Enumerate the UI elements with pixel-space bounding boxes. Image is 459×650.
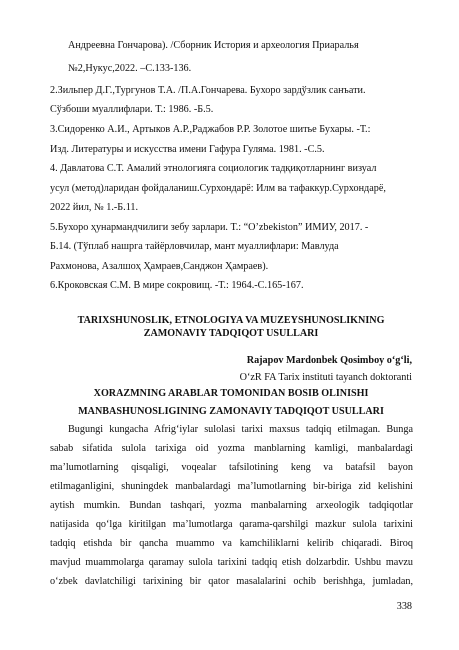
- reference-5: 5.Бухоро ҳунармандчилиги зебу зарлари. Т.: “O’zbekiston” ИМИУ, 2017. -: [50, 222, 369, 233]
- body-line: mavjud muammolarga qaramay sulola tarixini tadqiq etish dolzarbdir. Ushbu mavzu: [50, 557, 413, 568]
- article-title: MANBASHUNOSLIGINING ZAMONAVIY TADQIQOT USULLARI: [78, 406, 384, 417]
- body-line: sabab sifatida sulola tarixiga oid yozma manblarning kamligi, manbalardagi: [50, 443, 413, 454]
- reference-5: Б.14. (Тўплаб нашрга тайёрловчилар, мант муаллифлари: Мавлуда: [50, 241, 339, 252]
- body-line: Bugungi kungacha Afrigʻiylar sulolasi tarixi maxsus tadqiq etilmagan. Bunga: [68, 424, 413, 435]
- reference-1-continuation: №2,Нукус,2022. –С.133-136.: [68, 63, 192, 74]
- section-title: ZAMONAVIY TADQIQOT USULLARI: [143, 328, 319, 339]
- reference-3: Изд. Литературы и искусства имени Гафура Гуляма. 1981. -С.5.: [50, 144, 325, 155]
- reference-4: 2022 йил, № 1.-Б.11.: [50, 202, 139, 213]
- section-title: TARIXSHUNOSLIK, ETNOLOGIYA VA MUZEYSHUNOSLIKNING: [77, 315, 385, 326]
- reference-4: 4. Давлатова С.Т. Амалий этнологияга социологик тадқиқотларнинг визуал: [50, 163, 377, 174]
- page-number: 338: [396, 601, 412, 612]
- reference-5: Рахмонова, Азалшоҳ Ҳамраев,Санджон Ҳамраев).: [50, 261, 269, 272]
- body-line: aytish mumkin. Bundan tashqari, yozma manbalarning arxeologik tadqiqotlar: [50, 500, 413, 511]
- author-affiliation: OʻzR FA Tarix instituti tayanch doktoranti: [239, 372, 412, 383]
- article-title: XORAZMNING ARABLAR TOMONIDAN BOSIB OLINISHI: [93, 388, 369, 399]
- reference-1-continuation: Андреевна Гончарова). /Сборник История и археология Приаралья: [68, 40, 359, 51]
- reference-2: Сўзбоши муаллифлари. Т.: 1986. -Б.5.: [50, 104, 214, 115]
- author-name: Rajapov Mardonbek Qosimboy oʻgʻli,: [246, 355, 412, 366]
- body-line: oʻzbek davlatchiligi tarixining bir qator masalalarini ochib berishhga, jumladan,: [50, 576, 413, 587]
- reference-6: 6.Кроковская С.М. В мире сокровищ. -Т.: 1964.-С.165-167.: [50, 280, 304, 291]
- body-line: etilmaganligini, shuningdek manbalardagi ma’lumotlarning bir-biriga zid kelishini: [50, 481, 413, 492]
- body-line: ma’lumotlarning qisqaligi, voqealar tafsilotining keng va batafsil bayon: [50, 462, 413, 473]
- reference-3: 3.Сидоренко А.И., Артыков А.Р.,Раджабов Р.Р. Золотое шитье Бухары. -Т.:: [50, 124, 371, 135]
- body-line: natijasida qoʻlga kiritilgan ma’lumotlarga qarama-qarshilgi mazkur sulola tarixini: [50, 519, 413, 530]
- reference-4: усул (метод)ларидан фойдаланиш.Сурхондарё: Илм ва тафаккур.Сурхондарё,: [50, 183, 386, 194]
- reference-2: 2.Зильпер Д.Г.,Тургунов Т.А. /П.А.Гончарева. Бухоро зардўзлик санъати.: [50, 85, 366, 96]
- body-line: tadqiq etishda bir qancha muammo va kamchiliklarni kelirib chiqaradi. Biroq: [50, 538, 413, 549]
